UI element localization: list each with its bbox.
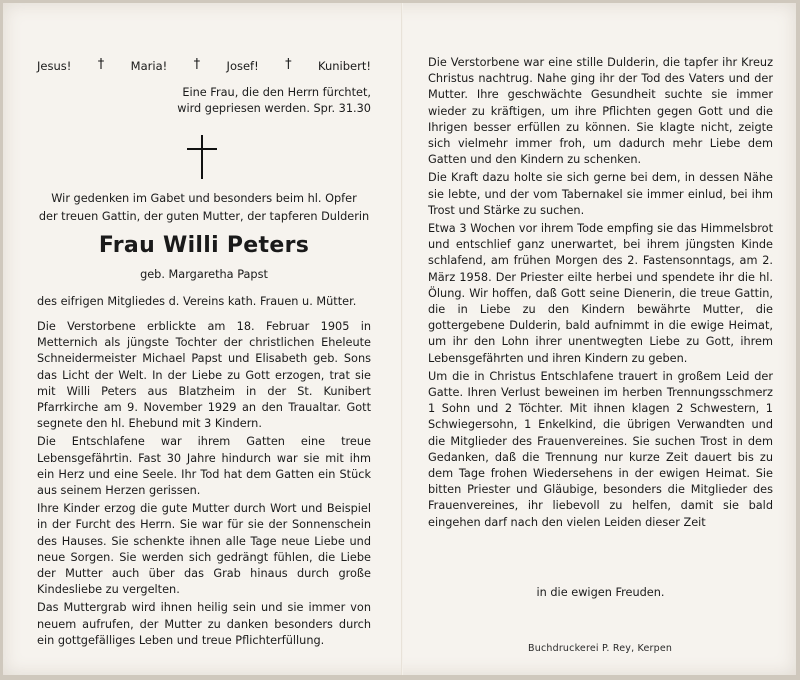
- dagger-symbol: †: [97, 57, 105, 72]
- remembrance-intro: [37, 190, 371, 226]
- quote-line-2: wird gepriesen werden. Spr. 31.30: [177, 102, 371, 115]
- paragraph: Die Verstorbene war eine stille Dulderin, die tapfer ihr Kreuz Christus nachtrug. Nahe ging ihr der Tod des Vaters und der Mutter. Ihre geschwächte Gesundheit suchte sie immer wieder zu kräftigen, um ihre Pflichten gegen Gott und die Ihrigen besser erfüllen zu können. Sie klagte nicht, zeigte sich vielmehr immer froh, um dadurch mehr Liebe dem Gatten und den Kindern zu schenken.: [428, 56, 773, 167]
- left-page: [37, 3, 371, 675]
- paragraph: Etwa 3 Wochen vor ihrem Tode empfing sie das Himmelsbrot und entschlief ganz unerwartet, bei ihrem jüngsten Kinde schlafend, am frühen Morgen des 2. Fastensonntags, am 2. März 1958. Der Priester eilte herbei und spendete ihr die hl. Ölung. Wir hoffen, daß Gott seine Dienerin, die treue Gattin, die in Liebe zu den Kindern bewährte Mutter, die gottergebene Dulderin, bald aufnimmt in die ewige Heimat, um ihr den Lohn ihrer unentwegten Liebe zu Gott, ihrem Lebensgefährten und ihren Kindern zu geben.: [428, 222, 773, 365]
- right-page: [428, 3, 773, 675]
- paragraph: Um die in Christus Entschlafene trauert in großem Leid der Gatte. Ihren Verlust beweinen im herben Trennungsschmerz 1 Sohn und 2 Töchter. Mit ihnen klagen 2 Schwestern, 1 Schwiegersohn, 1 Enkelkind, die übrigen Verwandten und die Mitglieder des Frauenvereines. Sie suchen Trost in dem Gedanken, daß die Trennung nur kurze Zeit dauert bis zu dem Tage frohen Wiedersehens in der ewigen Heimat. Sie bitten Priester und Gläubige, besonders die Mitglieder des Frauenvereines, ihr liebevoll zu helfen, damit sie bald eingehen darf nach den vielen Leiden dieser Zeit: [428, 369, 773, 529]
- bible-quote: [111, 85, 371, 117]
- invocation-kunibert: Kunibert!: [318, 59, 371, 73]
- intro-line-2: der treuen Gattin, der guten Mutter, der tapferen Dulderin: [38, 210, 370, 223]
- maiden-name: geb. Margaretha Papst: [140, 268, 268, 281]
- paragraph: Ihre Kinder erzog die gute Mutter durch Wort und Beispiel in der Furcht des Herrn. Sie war für sie der Sonnenschein des Hauses. Sie schenkte ihnen alle Tage neue Liebe und neue Sorgen. Sie werden sich gedrängt fühlen, die Liebe der Mutter auch über das Grab hinaus durch große Kindesliebe zu vergelten.: [37, 502, 371, 597]
- dagger-symbol: †: [285, 57, 292, 72]
- membership-line: des eifrigen Mitgliedes d. Vereins kath. Frauen u. Mütter.: [37, 295, 357, 308]
- paragraph: Die Kraft dazu holte sie sich gerne bei dem, in dessen Nähe sie lebte, und der vom Tabernakel sie immer einlud, bei ihm Trost und Stärke zu suchen.: [428, 171, 773, 217]
- quote-line-1: Eine Frau, die den Herrn fürchtet,: [182, 86, 371, 99]
- paragraph: Das Muttergrab wird ihnen heilig sein und sie immer von neuem aufrufen, der Mutter zu danken besonders durch ein gottgefälliges Leben und treue Pflichterfüllung.: [37, 601, 371, 647]
- invocation-maria: Maria!: [130, 59, 168, 73]
- invocation-jesus: Jesus!: [37, 59, 72, 73]
- dagger-symbol: †: [193, 57, 201, 72]
- invocation-line: [37, 59, 371, 73]
- fold-line: [401, 3, 403, 675]
- printer-imprint: Buchdruckerei P. Rey, Kerpen: [528, 643, 673, 654]
- memorial-card: [3, 3, 796, 675]
- deceased-name: Frau Willi Peters: [98, 233, 310, 258]
- invocation-josef: Josef!: [226, 59, 259, 73]
- cross-icon: [187, 135, 217, 179]
- paragraph: Die Entschlafene war ihrem Gatten eine treue Lebensgefährtin. Fast 30 Jahre hindurch war sie mit ihm ein Herz und eine Seele. Ihr Tod hat dem Gatten ein Stück aus seinem Herzen gerissen.: [37, 435, 371, 498]
- closing-line: in die ewigen Freuden.: [536, 586, 665, 599]
- right-body-text: [428, 55, 773, 533]
- intro-line-1: Wir gedenken im Gabet und besonders beim hl. Opfer: [51, 192, 357, 205]
- left-body-text: [37, 319, 371, 651]
- paragraph: Die Verstorbene erblickte am 18. Februar 1905 in Metternich als jüngste Tochter der christlichen Eheleute Schneidermeister Michael Papst und Elisabeth geb. Sons das Licht der Welt. In der Liebe zu Gott erzogen, trat sie mit Willi Peters aus Blatzheim in der St. Kunibert Pfarrkirche am 9. November 1929 an den Traualtar. Gott segnete den hl. Ehebund mit 3 Kindern.: [37, 320, 371, 431]
